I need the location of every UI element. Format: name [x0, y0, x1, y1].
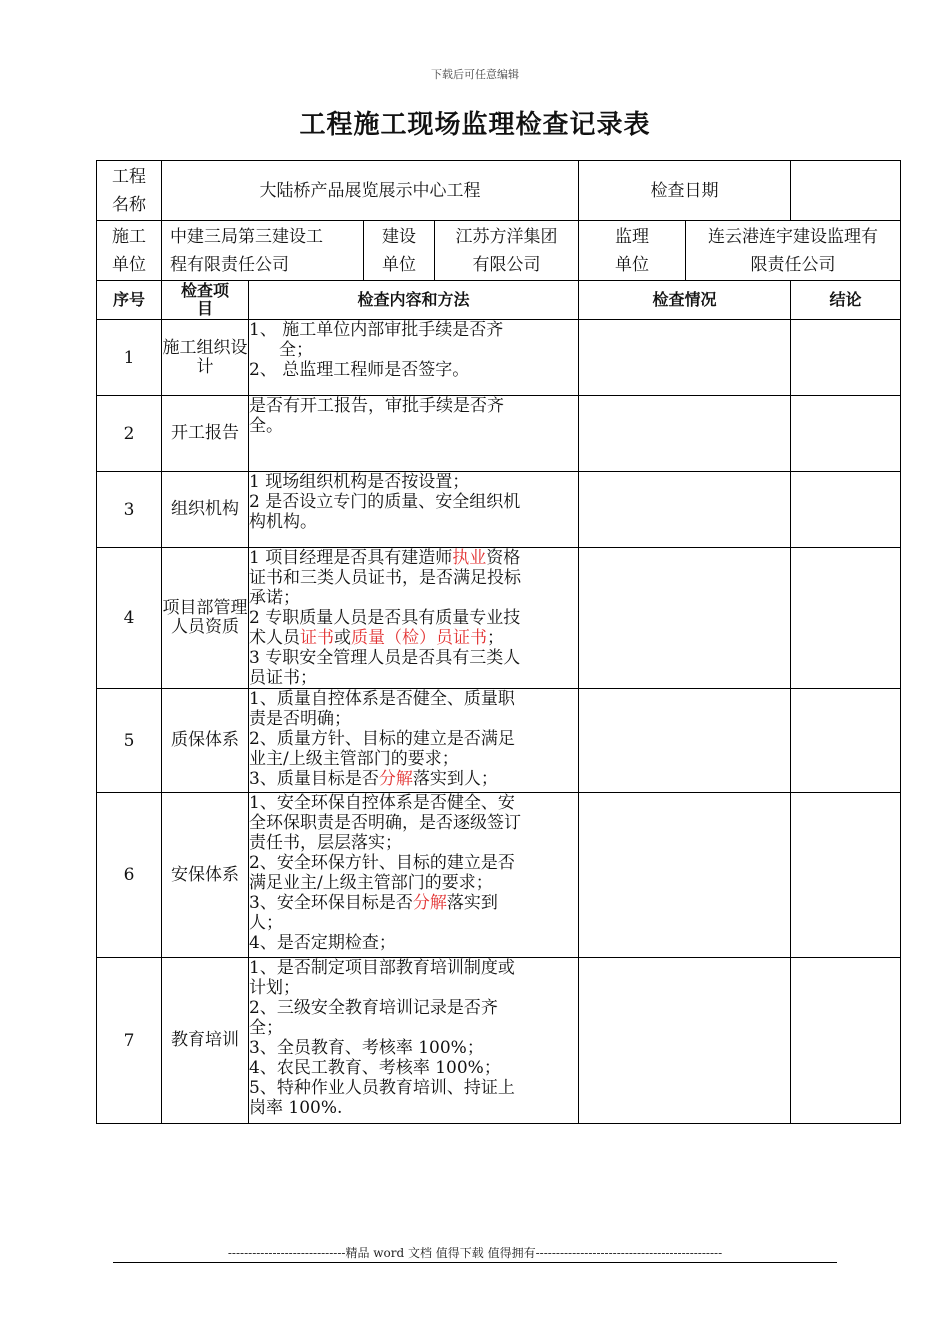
content-line [249, 1098, 578, 1118]
table-row [97, 396, 901, 472]
content-line [249, 958, 578, 978]
content-line [249, 340, 578, 360]
content-line [249, 492, 578, 512]
check-date-label: 检查日期 [579, 161, 791, 221]
table-row [97, 472, 901, 548]
content-segment: 岗率 100%. [249, 1098, 343, 1118]
row-number: 2 [97, 396, 162, 472]
check-status-cell [579, 396, 791, 472]
content-segment: 2 是否设立专门的质量、安全组织机 [249, 492, 521, 512]
check-status-cell [579, 320, 791, 396]
check-item: 开工报告 [162, 396, 249, 472]
check-item: 质保体系 [162, 689, 249, 793]
check-item: 安保体系 [162, 793, 249, 958]
construction-unit-value: 中建三局第三建设工 程有限责任公司 [162, 221, 364, 281]
conclusion-cell [791, 320, 901, 396]
col-header-no: 序号 [97, 281, 162, 320]
content-segment: 落实到人； [412, 769, 498, 789]
content-segment: 资格 [486, 548, 521, 568]
content-line [249, 978, 578, 998]
inspection-rows [97, 320, 901, 1124]
content-segment: 1、 施工单位内部审批手续是否齐 [249, 320, 504, 340]
check-item: 组织机构 [162, 472, 249, 548]
content-segment: 或 [334, 628, 351, 648]
check-item: 项目部管理人员资质 [162, 548, 249, 689]
content-segment: 落实到 [446, 893, 498, 913]
content-line [249, 813, 578, 833]
content-line [249, 1038, 578, 1058]
content-segment: 人； [249, 913, 283, 933]
content-segment: 1、质量自控体系是否健全、质量职 [249, 689, 515, 709]
content-segment: 全； [279, 340, 313, 360]
content-segment: 证书 [300, 628, 334, 648]
content-line [249, 933, 578, 953]
content-segment: 构机构。 [249, 512, 317, 532]
check-content [249, 958, 579, 1124]
col-header-item: 检查项目 [162, 281, 249, 320]
check-content [249, 793, 579, 958]
content-line [249, 472, 578, 492]
row-number: 7 [97, 958, 162, 1124]
content-segment: 1、是否制定项目部教育培训制度或 [249, 958, 515, 978]
content-segment: 全。 [249, 416, 283, 436]
content-line [249, 913, 578, 933]
check-status-cell [579, 793, 791, 958]
content-line [249, 608, 578, 628]
content-line [249, 320, 578, 340]
content-line [249, 548, 578, 568]
check-status-cell [579, 548, 791, 689]
col-header-conclusion: 结论 [791, 281, 901, 320]
content-segment: 2 专职质量人员是否具有质量专业技 [249, 608, 521, 628]
check-content [249, 320, 579, 396]
table-row [97, 793, 901, 958]
conclusion-cell [791, 548, 901, 689]
content-segment: 3、全员教育、考核率 100%； [249, 1038, 484, 1058]
content-segment: 5、特种作业人员教育培训、持证上 [249, 1078, 515, 1098]
project-name-label: 工程 名称 [97, 161, 162, 221]
inspection-record-table [96, 160, 901, 1124]
content-segment: 承诺； [249, 588, 300, 608]
content-segment: 2、安全环保方针、目标的建立是否 [249, 853, 515, 873]
check-content [249, 472, 579, 548]
content-segment: 2、 总监理工程师是否签字。 [249, 360, 470, 380]
conclusion-cell [791, 689, 901, 793]
content-line [249, 1078, 578, 1098]
content-line [249, 873, 578, 893]
content-segment: 3、质量目标是否 [249, 769, 379, 789]
build-unit-label: 建设 单位 [364, 221, 435, 281]
check-item: 施工组织设计 [162, 320, 249, 396]
row-number: 5 [97, 689, 162, 793]
check-status-cell [579, 689, 791, 793]
check-status-cell [579, 958, 791, 1124]
content-segment: 业主/上级主管部门的要求； [249, 749, 459, 769]
row-number: 3 [97, 472, 162, 548]
col-header-content: 检查内容和方法 [249, 281, 579, 320]
project-name-row [97, 161, 901, 221]
content-line [249, 668, 578, 688]
row-number: 1 [97, 320, 162, 396]
table-row [97, 689, 901, 793]
content-segment: 质量（检）员证书 [351, 628, 487, 648]
content-line [249, 588, 578, 608]
content-line [249, 512, 578, 532]
content-line [249, 648, 578, 668]
row-number: 6 [97, 793, 162, 958]
content-line [249, 1018, 578, 1038]
content-segment: 2、质量方针、目标的建立是否满足 [249, 729, 515, 749]
check-item: 教育培训 [162, 958, 249, 1124]
content-segment: 1、安全环保自控体系是否健全、安 [249, 793, 515, 813]
content-line [249, 769, 578, 789]
table-row [97, 958, 901, 1124]
content-line [249, 893, 578, 913]
content-line [249, 793, 578, 813]
content-segment: 3、安全环保目标是否 [249, 893, 413, 913]
check-status-cell [579, 472, 791, 548]
content-segment: 责任书，层层落实； [249, 833, 402, 853]
content-segment: 是否有开工报告，审批手续是否齐 [249, 396, 504, 416]
conclusion-cell [791, 958, 901, 1124]
supervision-unit-label: 监理 单位 [579, 221, 686, 281]
conclusion-cell [791, 396, 901, 472]
content-line [249, 416, 578, 436]
content-line [249, 568, 578, 588]
content-line [249, 833, 578, 853]
content-line [249, 360, 578, 380]
content-segment: 分解 [378, 769, 413, 789]
content-segment: 全； [249, 1018, 283, 1038]
content-segment: 满足业主/上级主管部门的要求； [249, 873, 493, 893]
document-title: 工程施工现场监理检查记录表 [299, 110, 651, 140]
conclusion-cell [791, 472, 901, 548]
content-segment: 4、是否定期检查； [249, 933, 396, 953]
content-line [249, 396, 578, 416]
content-line [249, 1058, 578, 1078]
column-header-row [97, 281, 901, 320]
content-line [249, 853, 578, 873]
content-segment: 1 项目经理是否具有建造师 [249, 548, 453, 568]
content-segment: 分解 [412, 893, 447, 913]
content-segment: 全环保职责是否明确，是否逐级签订 [249, 813, 521, 833]
content-segment: 执业 [452, 548, 487, 568]
check-content [249, 548, 579, 689]
content-segment: 责是否明确； [249, 709, 351, 729]
table-row [97, 320, 901, 396]
content-segment: 4、农民工教育、考核率 100%； [249, 1058, 501, 1078]
content-line [249, 628, 578, 648]
conclusion-cell [791, 793, 901, 958]
content-line [249, 749, 578, 769]
check-content [249, 396, 579, 472]
content-line [249, 729, 578, 749]
content-line [249, 709, 578, 729]
content-line [249, 998, 578, 1018]
content-segment: ； [487, 628, 504, 648]
check-date-value [791, 161, 901, 221]
content-segment: 2、三级安全教育培训记录是否齐 [249, 998, 498, 1018]
table-row [97, 548, 901, 689]
content-segment: 术人员 [249, 628, 300, 648]
col-header-status: 检查情况 [579, 281, 791, 320]
supervision-unit-value: 连云港连宇建设监理有 限责任公司 [686, 221, 901, 281]
build-unit-value: 江苏方洋集团 有限公司 [435, 221, 579, 281]
content-segment: 3 专职安全管理人员是否具有三类人 [249, 648, 521, 668]
footer-text: -----------------------------精品 word 文档 值得下载 值得拥有---------------------------------------------- [227, 1246, 723, 1260]
page-header-note: 下载后可任意编辑 [431, 68, 519, 81]
project-name-value: 大陆桥产品展览展示中心工程 [162, 161, 579, 221]
footer-rule [113, 1262, 837, 1263]
construction-unit-label: 施工 单位 [97, 221, 162, 281]
row-number: 4 [97, 548, 162, 689]
content-segment: 1 现场组织机构是否按设置； [249, 472, 470, 492]
content-segment: 员证书； [249, 668, 317, 688]
content-segment: 证书和三类人员证书，是否满足投标 [249, 568, 521, 588]
units-row [97, 221, 901, 281]
content-line [249, 689, 578, 709]
check-content [249, 689, 579, 793]
content-segment: 计划； [249, 978, 300, 998]
